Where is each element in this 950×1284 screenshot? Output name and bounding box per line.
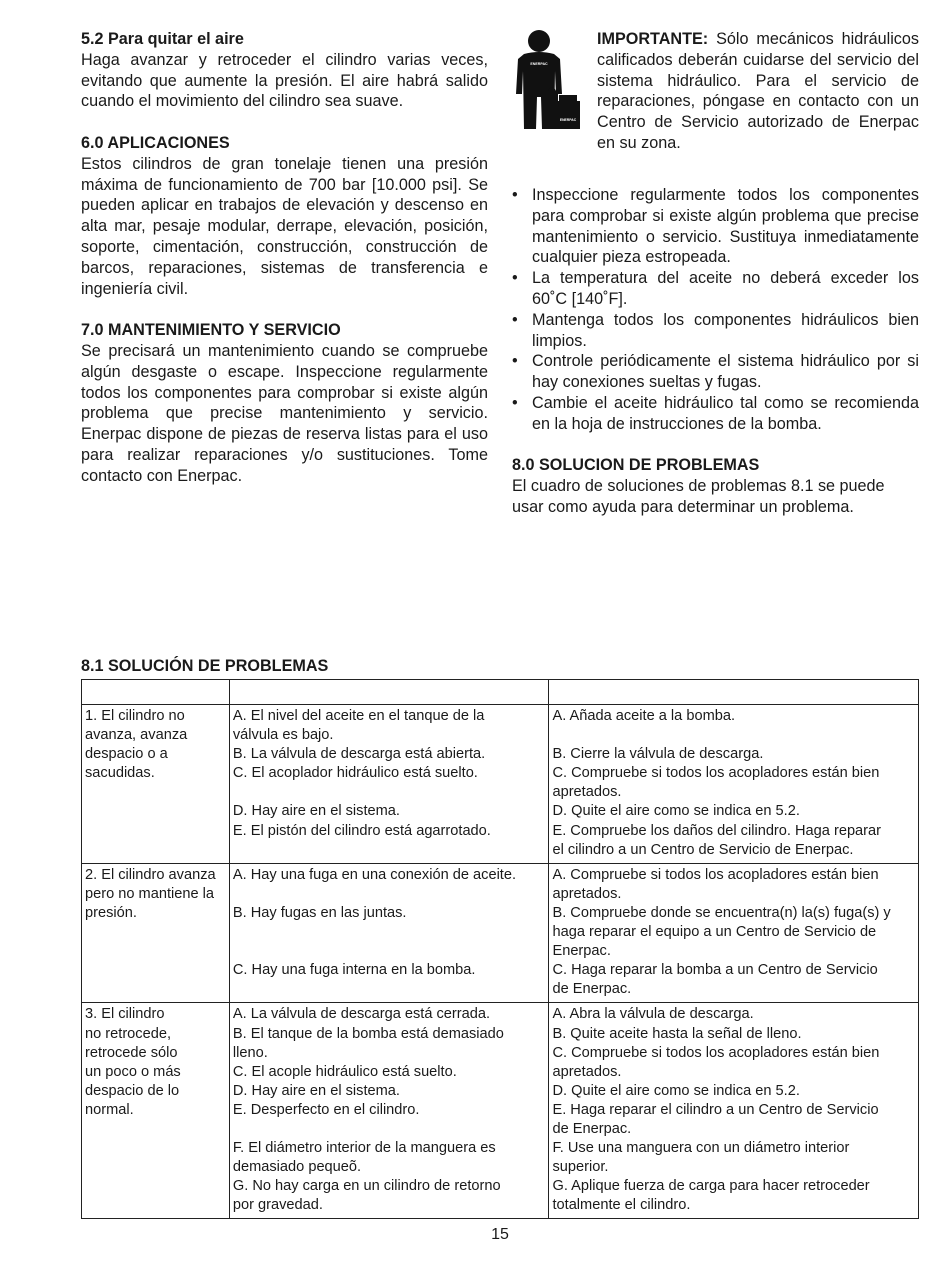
list-item: • Mantenga todos los componentes hidráulicos bien limpios. [512,310,919,352]
section-5-2-title: 5.2 Para quitar el aire [81,30,244,48]
section-7-0-title: 7.0 MANTENIMIENTO Y SERVICIO [81,321,341,340]
cell-line: A. Hay una fuga en una conexión de aceite. [232,866,517,883]
cell-line: F. El diámetro interior de la manguera es [232,1140,496,1157]
cell-line: C. El acople hidráulico está suelto. [232,1063,457,1080]
cell-line: normal. [85,1101,134,1118]
cell-line: E. Haga reparar el cilindro a un Centro de Servicio [552,1101,879,1118]
figure-logo-chest: ENERPAC [530,62,548,66]
list-item: • Inspeccione regularmente todos los componentes para comprobar si existe algún problema que precise mantenimiento o servicio. Sustituya inmediatamente cualquier pieza estropeada. [512,185,919,268]
section-8-0-title: 8.0 SOLUCION DE PROBLEMAS [512,456,760,475]
cell-line: 3. El cilindro [85,1006,165,1023]
cell-line: despacio de lo [85,1082,180,1099]
cell-line: G. Aplique fuerza de carga para hacer retroceder [552,1178,870,1195]
cell-line: avanza, avanza [85,727,188,744]
cause-cell [229,705,549,864]
cell-line: C. Hay una fuga interna en la bomba. [232,962,476,979]
table-row [82,863,919,1003]
left-column [81,29,488,507]
important-notice [512,29,919,164]
list-item: • Cambie el aceite hidráulico tal como se recomienda en la hoja de instrucciones de la bomba. [512,393,919,435]
cell-line: no retrocede, [85,1025,171,1042]
cell-line: A. El nivel del aceite en el tanque de la [232,708,485,724]
cell-line: A. Abra la válvula de descarga. [552,1006,754,1023]
cell-line: C. Compruebe si todos los acopladores están bien [552,1044,880,1061]
cell-line: B. Hay fugas en las juntas. [232,904,407,921]
cell-line: A. Añada aceite a la bomba. [552,708,736,724]
section-6-0-title: 6.0 APLICACIONES [81,133,230,152]
important-label: IMPORTANTE: [597,30,709,48]
cell-line: D. Hay aire en el sistema. [232,803,400,820]
cell-line: A. La válvula de descarga está cerrada. [232,1006,491,1023]
cell-line: E. Desperfecto en el cilindro. [232,1101,420,1118]
cell-line: B. Compruebe donde se encuentra(n) la(s) fuga(s) y [552,904,891,921]
table-title: 8.1 SOLUCIÓN DE PROBLEMAS [81,657,329,675]
table-row [82,1003,919,1219]
header-cell [82,680,230,705]
cell-line: 2. El cilindro avanza [85,866,216,883]
line-gap [552,726,915,745]
cell-line: D. Quite el aire como se indica en 5.2. [552,1082,800,1099]
cell-line: pero no mantiene la [85,885,214,902]
cell-line: B. Quite aceite hasta la señal de lleno. [552,1025,802,1042]
section-5-2 [81,29,488,112]
right-column [512,29,919,539]
cell-line: sacudidas. [85,765,155,782]
cell-line: E. El pistón del cilindro está agarrotado. [232,822,491,839]
figure-logo-pump: ENERPAC [559,118,577,122]
important-text-block [597,29,919,154]
line-gap [233,783,546,802]
cell-line: D. Hay aire en el sistema. [232,1082,400,1099]
page-number: 15 [491,1226,509,1243]
cell-line: 1. El cilindro no [85,708,185,724]
cause-cell [229,863,549,1003]
cell-line: A. Compruebe si todos los acopladores están bien [552,866,879,883]
troubleshooting-table [81,679,919,1219]
cell-line: Enerpac. [552,943,611,960]
cell-line: F. Use una manguera con un diámetro interior [552,1140,850,1157]
line-gap [233,942,546,961]
cell-line: C. El acoplador hidráulico está suelto. [232,765,478,782]
solution-cell [549,705,919,864]
maintenance-bullet-list [512,185,919,435]
cell-line: apretados. [552,1063,622,1080]
cell-line: demasiado pequeõ. [232,1159,362,1176]
line-gap [233,885,546,904]
cell-line: D. Quite el aire como se indica en 5.2. [552,803,800,820]
cell-line: apretados. [552,885,622,902]
cell-line: B. Cierre la válvula de descarga. [552,746,764,763]
list-item: • Controle periódicamente el sistema hidráulico por si hay conexiones sueltas y fugas. [512,351,919,393]
cell-line: B. La válvula de descarga está abierta. [232,746,486,763]
cause-cell [229,1003,549,1219]
problem-cell [82,705,230,864]
section-7-0-body: Se precisará un mantenimiento cuando se compruebe algún desgaste o escape. Inspeccione regularmente todos los componentes para comprobar si existe algún problema que precise mantenimiento y servicio. Enerpac dispone de piezas de reserva listas para el uso para realizar reparaciones y/o sustituciones. Tome contacto con Enerpac. [81,341,488,485]
cell-line: un poco o más [85,1063,181,1080]
header-cell [549,680,919,705]
solution-cell [549,1003,919,1219]
cell-line: de Enerpac. [552,1120,632,1137]
line-gap [233,923,546,942]
line-gap [233,1120,546,1139]
section-5-2-body: Haga avanzar y retroceder el cilindro varias veces, evitando que aumente la presión. El aire habrá salido cuando el movimiento del cilindro sea suave. [81,50,488,111]
cell-line: el cilindro a un Centro de Servicio de Enerpac. [552,841,854,858]
section-8-0 [512,455,919,517]
list-item: • La temperatura del aceite no deberá exceder los 60˚C [140˚F]. [512,268,919,310]
table-header-row [82,680,919,705]
section-7-0 [81,320,488,486]
solution-cell [549,863,919,1003]
table-row [82,705,919,864]
cell-line: apretados. [552,784,622,801]
cell-line: por gravedad. [232,1197,323,1214]
cell-line: de Enerpac. [552,981,632,998]
problem-cell [82,1003,230,1219]
cell-line: lleno. [232,1044,268,1061]
cell-line: C. Compruebe si todos los acopladores están bien [552,765,880,782]
important-text: Sólo mecánicos hidráulicos calificados deberán cuidarse del servicio del sistema hidráulico. Para el servicio de reparaciones, póngase en contacto con un Centro de Servicio autorizado de Enerpac en su zona. [597,30,919,152]
cell-line: presión. [85,904,137,921]
cell-line: totalmente el cilindro. [552,1197,691,1214]
section-6-0-body: Estos cilindros de gran tonelaje tienen una presión máxima de funcionamiento de 700 bar [10.000 psi]. Se pueden aplicar en trabajos de elevación y descenso en alta mar, pesaje modular, derrape, elevación, posición, soporte, cimentación, construcción, construcción de barcos, reparaciones, sistemas de transferencia e ingeniería civil. [81,154,488,298]
section-6-0 [81,133,488,299]
cell-line: C. Haga reparar la bomba a un Centro de Servicio [552,962,878,979]
cell-line: válvula es bajo. [232,727,334,744]
cell-line: superior. [552,1159,609,1176]
mechanic-figure-icon [512,29,582,139]
cell-line: retrocede sólo [85,1044,178,1061]
section-8-0-body: El cuadro de soluciones de problemas 8.1 se puede usar como ayuda para determinar un problema. [512,477,885,516]
cell-line: haga reparar el equipo a un Centro de Servicio de [552,924,877,941]
problem-cell [82,863,230,1003]
cell-line: E. Compruebe los daños del cilindro. Haga reparar [552,822,882,839]
cell-line: despacio o a [85,746,168,763]
cell-line: G. No hay carga en un cilindro de retorno [232,1178,501,1195]
cell-line: B. El tanque de la bomba está demasiado [232,1025,504,1042]
header-cell [229,680,549,705]
